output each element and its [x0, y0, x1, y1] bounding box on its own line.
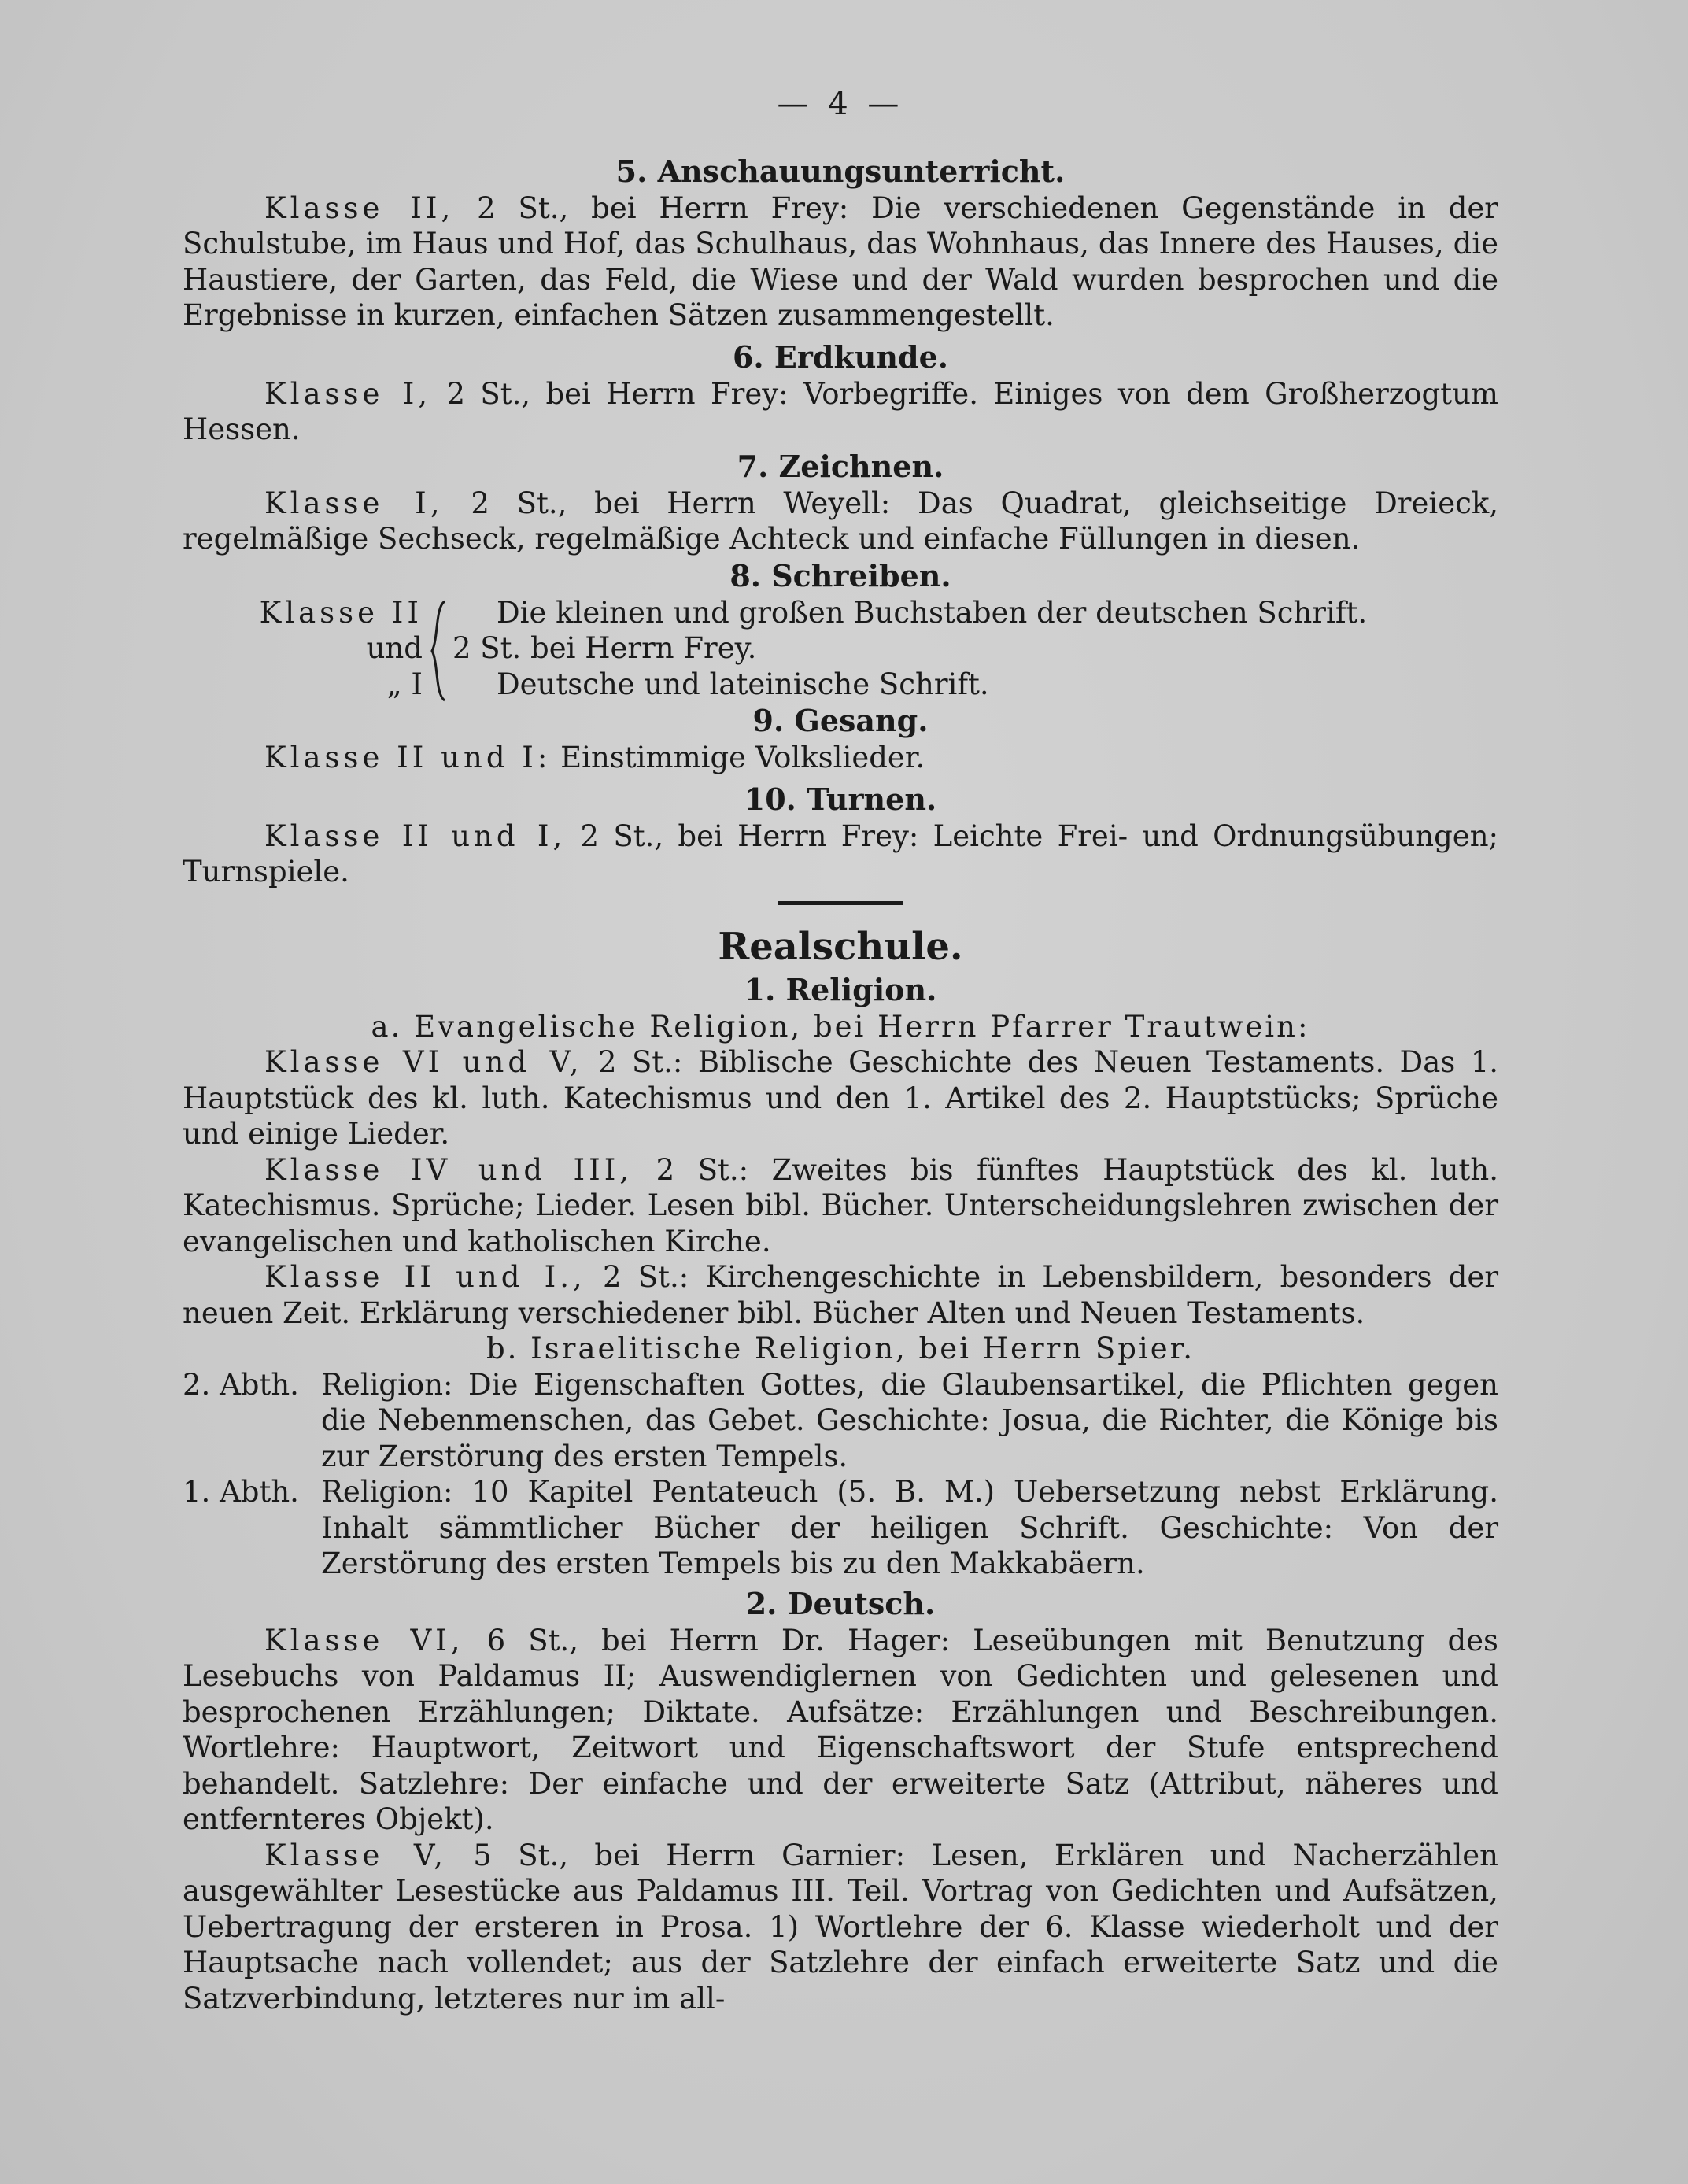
abteilung-text: Religion: 10 Kapitel Pentateuch (5. B. M.) Uebersetzung nebst Erklärung. Inhalt sämmtlicher Bücher der heiligen Schrift. Geschichte: Von der Zerstörung des ersten Tempels bis zu den Makkabäern. — [321, 1475, 1498, 1580]
klasse-label: Klasse II und I: — [264, 741, 552, 774]
heading-anschauungsunterricht: 5. Anschauungsunterricht. — [615, 153, 1066, 189]
paragraph-text: 2 St.: Biblische Geschichte des Neuen Testaments. Das 1. Hauptstück des kl. luth. Katechismus und den 1. Artikel des 2. Hauptstücks; Sprüche und einige Lieder. — [183, 1045, 1499, 1151]
paragraph-text: 5 St., bei Herrn Garnier: Lesen, Erklären und Nacherzählen ausgewählter Lesestücke aus Paldamus III. Teil. Vortrag von Gedichten und Aufsätzen, Uebertragung der ersteren in Prosa. 1) Wortlehre der 6. Klasse wiederholt und der Hauptsache nach vollendet; aus der Satzlehre der einfach erweiterte Satz und die Satzverbindung, letzteres nur im all- — [183, 1838, 1499, 2016]
paragraph-deutsch-vi — [183, 1623, 1498, 1838]
schreiben-class-i: „ I — [386, 667, 423, 701]
paragraph-text: 2 St., bei Herrn Frey: Vorbegriffe. Einiges von dem Großherzogtum Hessen. — [183, 376, 1498, 446]
klasse-label: Klasse II und I, — [264, 819, 567, 853]
paragraph-text: 2 St., bei Herrn Weyell: Das Quadrat, gleichseitige Dreieck, regelmäßige Sechseck, regelmäßige Achteck und einfache Füllungen in diesen. — [183, 486, 1498, 556]
paragraph-text: 2 St.: Zweites bis fünftes Hauptstück des kl. luth. Katechismus. Sprüche; Lieder. Lesen bibl. Bücher. Unterscheidungslehren zwischen der evangelischen und katholischen Kirche. — [183, 1152, 1498, 1258]
schreiben-block — [183, 595, 1498, 703]
heading-religion: 1. Religion. — [744, 971, 937, 1007]
paragraph-zeichnen — [183, 486, 1498, 557]
paragraph-gesang — [183, 740, 1498, 776]
schreiben-descriptions — [452, 595, 1498, 703]
klasse-label: Klasse IV und III, — [264, 1152, 633, 1187]
schreiben-desc-ii: Die kleinen und großen Buchstaben der deutschen Schrift. — [497, 595, 1368, 630]
abteilung-text: Religion: Die Eigenschaften Gottes, die Glaubensartikel, die Pflichten gegen die Nebenmenschen, das Gebet. Geschichte: Josua, die Richter, die Könige bis zur Zerstörung des ersten Tempels. — [321, 1367, 1498, 1473]
schreiben-teacher: 2 St. bei Herrn Frey. — [452, 631, 757, 665]
heading-zeichnen: 7. Zeichnen. — [737, 448, 944, 484]
page-number: — 4 — — [777, 86, 904, 122]
paragraph-erdkunde — [183, 376, 1498, 448]
schreiben-desc-i: Deutsche und lateinische Schrift. — [497, 667, 989, 701]
paragraph-text: Einstimmige Volkslieder. — [560, 741, 925, 774]
evangelische-religion-title: a. Evangelische Religion, bei Herrn Pfarrer Trautwein: — [371, 1009, 1310, 1044]
klasse-label: Klasse II und I., — [264, 1260, 586, 1294]
abteilung-label: 1. Abth. — [183, 1475, 299, 1509]
paragraph-text: 2 St., bei Herrn Frey: Die verschiedenen Gegenstände in der Schulstube, im Haus und Hof, das Schulhaus, das Wohnhaus, das Innere des Hauses, die Haustiere, der Garten, das Feld, die Wiese und der Wald wurden besprochen und die Ergebnisse in kurzen, einfachen Sätzen zusammengestellt. — [183, 190, 1498, 332]
israelitische-religion-title: b. Israelitische Religion, bei Herrn Spier. — [486, 1332, 1195, 1365]
schreiben-class-ii: Klasse II — [259, 595, 423, 630]
heading-erdkunde: 6. Erdkunde. — [732, 338, 948, 375]
heading-turnen: 10. Turnen. — [744, 781, 937, 817]
brace-icon — [429, 595, 452, 703]
page-content — [183, 87, 1498, 2016]
klasse-label: Klasse II, — [264, 190, 455, 225]
heading-deutsch: 2. Deutsch. — [745, 1585, 936, 1621]
realschule-title: Realschule. — [718, 924, 963, 969]
paragraph-religion-vi-v — [183, 1044, 1498, 1152]
klasse-label: Klasse VI, — [264, 1623, 464, 1657]
paragraph-text: 2 St.: Kirchengeschichte in Lebensbildern, besonders der neuen Zeit. Erklärung verschiedener bibl. Bücher Alten und Neuen Testaments. — [183, 1260, 1499, 1330]
abteilung-2 — [183, 1367, 1498, 1475]
klasse-label: Klasse I, — [264, 376, 432, 411]
paragraph-religion-iv-iii — [183, 1152, 1498, 1260]
schreiben-und: und — [366, 631, 423, 665]
paragraph-text: 2 St., bei Herrn Frey: Leichte Frei- und Ordnungsübungen; Turnspiele. — [183, 819, 1498, 889]
schreiben-classes — [183, 595, 429, 703]
heading-schreiben: 8. Schreiben. — [729, 557, 951, 593]
abteilung-label: 2. Abth. — [183, 1367, 299, 1402]
paragraph-text: 6 St., bei Herrn Dr. Hager: Leseübungen mit Benutzung des Lesebuchs von Paldamus II; Auswendiglernen von Gedichten und gelesenen und besprochenen Erzählungen; Diktate. Aufsätze: Erzählungen und Beschreibungen. Wortlehre: Hauptwort, Zeitwort und Eigenschaftswort der Stufe entsprechend behandelt. Satzlehre: Der einfache und der erweiterte Satz (Attribut, näheres und entfernteres Objekt). — [183, 1623, 1499, 1836]
klasse-label: Klasse V, — [264, 1838, 447, 1872]
paragraph-turnen — [183, 819, 1498, 890]
abteilung-1 — [183, 1474, 1498, 1582]
heading-gesang: 9. Gesang. — [752, 703, 929, 738]
paragraph-anschauungsunterricht — [183, 190, 1498, 334]
klasse-label: Klasse I, — [264, 486, 444, 520]
paragraph-religion-ii-i — [183, 1259, 1498, 1331]
section-divider — [778, 901, 903, 905]
paragraph-deutsch-v — [183, 1838, 1498, 2017]
klasse-label: Klasse VI und V, — [264, 1045, 583, 1079]
